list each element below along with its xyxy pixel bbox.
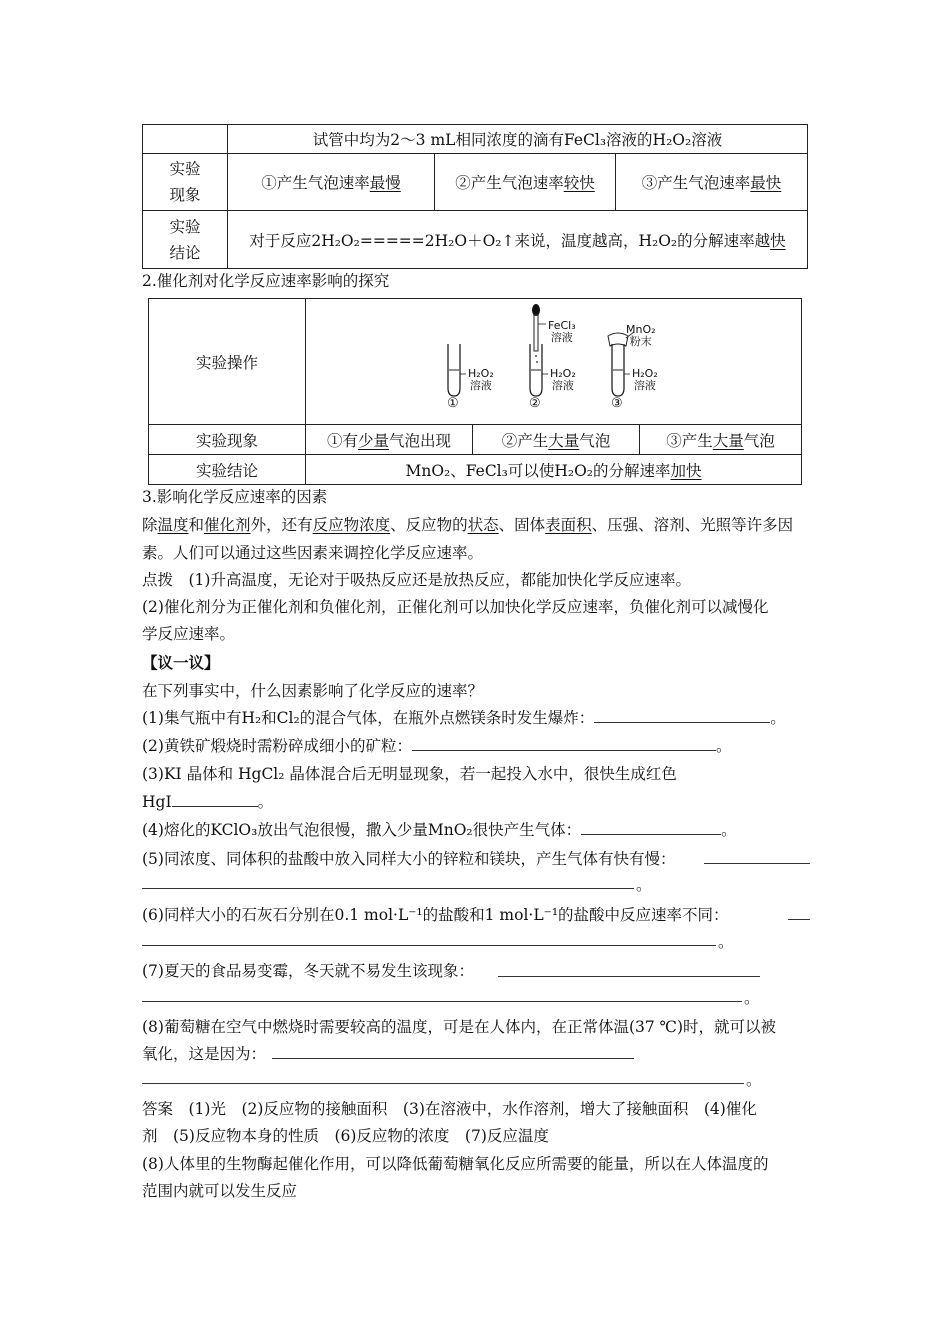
q6-blank-line[interactable]: [142, 945, 716, 946]
q7-blank-line[interactable]: [142, 1001, 742, 1002]
question-intro: 在下列事实中，什么因素影响了化学反应的速率？: [142, 682, 484, 700]
cat-phenomenon-3: ③产生大量气泡: [640, 425, 802, 455]
tip-line-3: 学反应速率。: [142, 625, 236, 643]
q7-period: 。: [744, 989, 760, 1007]
question-6: (6)同样大小的石灰石分别在0.1 mol·L⁻¹的盐酸和1 mol·L⁻¹的盐酸中反应速率不同：: [142, 906, 729, 924]
operation-label: 实验操作: [149, 299, 306, 425]
table1-conclusion: 对于反应2H₂O₂=====2H₂O＋O₂↑来说，温度越高，H₂O₂的分解速率越快: [228, 211, 808, 269]
tube2-number: ②: [529, 396, 541, 411]
question-3b: HgI 。: [142, 793, 274, 811]
phenomenon-2: ②产生气泡速率较快: [435, 154, 616, 211]
tube3-top-label: MnO₂ 粉末: [626, 323, 656, 348]
phenomenon-1: ①产生气泡速率最慢: [228, 154, 435, 211]
question-2: (2)黄铁矿煅烧时需粉碎成细小的矿粒： 。: [142, 737, 732, 755]
answer-line-3: (8)人体里的生物酶起催化作用，可以降低葡萄糖氧化反应所需要的能量，所以在人体温度的: [142, 1155, 769, 1173]
question-4: (4)熔化的KClO₃放出气泡很慢，撒入少量MnO₂很快产生气体： 。: [142, 821, 737, 839]
factors-line-1: 除温度和催化剂外，还有反应物浓度、反应物的状态、固体表面积、压强、溶剂、光照等许多因: [142, 516, 794, 534]
temperature-experiment-table: [142, 124, 808, 269]
q7-blank-tail[interactable]: [498, 976, 760, 977]
question-5: (5)同浓度、同体积的盐酸中放入同样大小的锌粒和镁块，产生气体有快有慢：: [142, 850, 676, 868]
q5-period: 。: [636, 876, 652, 894]
test-tube-2: [530, 304, 548, 396]
answer-line-4: 范围内就可以发生反应: [142, 1182, 298, 1200]
question-1: (1)集气瓶中有H₂和Cl₂的混合气体，在瓶外点燃镁条时发生爆炸： 。: [142, 709, 786, 727]
cat-conclusion: MnO₂、FeCl₃可以使H₂O₂的分解速率加快: [306, 455, 802, 485]
conclusion-label-2: 实验结论: [149, 455, 306, 485]
factors-line-2: 素。人们可以通过这些因素来调控化学反应速率。: [142, 544, 484, 562]
q6-blank-tail[interactable]: [788, 919, 810, 920]
q8-blank-line[interactable]: [142, 1083, 744, 1084]
tip-line-2: (2)催化剂分为正催化剂和负催化剂，正催化剂可以加快化学反应速率，负催化剂可以减慢化: [142, 598, 769, 616]
tube3-number: ③: [611, 396, 623, 411]
discussion-title: 【议一议】: [142, 653, 220, 672]
q8-blank-tail[interactable]: [272, 1058, 634, 1059]
section-3-title: 3.影响化学反应速率的因素: [142, 488, 328, 506]
test-tube-1: [448, 344, 466, 396]
question-3a: (3)KI 晶体和 HgCl₂ 晶体混合后无明显现象，若一起投入水中，很快生成红色: [142, 765, 677, 783]
question-8a: (8)葡萄糖在空气中燃烧时需要较高的温度，可是在人体内，在正常体温(37 ℃)时，就可以被: [142, 1018, 777, 1036]
catalyst-experiment-table: [148, 298, 802, 485]
table1-header: 试管中均为2～3 mL相同浓度的滴有FeCl₃溶液的H₂O₂溶液: [228, 125, 808, 154]
phenomenon-3: ③产生气泡速率最快: [616, 154, 808, 211]
q8-period: 。: [746, 1071, 762, 1089]
tube1-label: H₂O₂ 溶液: [468, 367, 494, 392]
cat-phenomenon-1: ①有少量气泡出现: [306, 425, 473, 455]
section-2-title: 2.催化剂对化学反应速率影响的探究: [142, 272, 390, 290]
q5-blank-line[interactable]: [142, 888, 634, 889]
tube2-label: H₂O₂ 溶液: [550, 367, 576, 392]
tube2-top-label: FeCl₃ 溶液: [548, 319, 576, 344]
q5-blank-tail[interactable]: [704, 863, 810, 864]
corner-cell: [143, 125, 228, 154]
phenomenon-label: 实验 现象: [143, 154, 228, 211]
conclusion-label: 实验 结论: [143, 211, 228, 269]
tip-line-1: 点拨 (1)升高温度，无论对于吸热反应还是放热反应，都能加快化学反应速率。: [142, 571, 691, 589]
tube3-label: H₂O₂ 溶液: [632, 367, 658, 392]
answer-line-1: 答案 (1)光 (2)反应物的接触面积 (3)在溶液中，水作溶剂，增大了接触面积 (4)催化: [142, 1100, 757, 1118]
question-7: (7)夏天的食品易变霉，冬天就不易发生该现象：: [142, 962, 474, 980]
cat-phenomenon-2: ②产生大量气泡: [473, 425, 640, 455]
tube1-number: ①: [447, 396, 459, 411]
phenomenon-label-2: 实验现象: [149, 425, 306, 455]
question-8b: 氧化，这是因为：: [142, 1045, 267, 1063]
apparatus-diagram: [306, 299, 802, 425]
q6-period: 。: [718, 933, 734, 951]
answer-line-2: 剂 (5)反应物本身的性质 (6)反应物的浓度 (7)反应温度: [142, 1127, 549, 1145]
